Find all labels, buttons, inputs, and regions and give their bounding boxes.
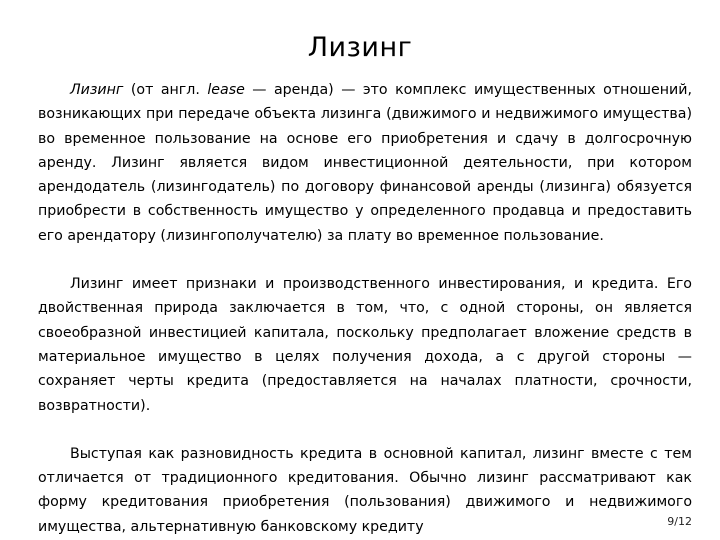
term-leasing: Лизинг <box>70 82 124 98</box>
slide-body <box>38 78 692 539</box>
paragraph-spacer <box>38 248 692 272</box>
term-lease-en: lease <box>207 82 245 98</box>
paragraph-definition <box>38 78 692 248</box>
paragraph-definition-part1: (от англ. <box>123 82 208 98</box>
page-number: 9/12 <box>667 515 692 528</box>
paragraph-definition-part2: — аренда) — это комплекс имущественных отношений, возникающих при передаче объекта лизинга (движимого и недвижимого имущества) во временное пользование на основе его приобретения и сдачу в долгосрочную аренду. Лизинг является видом инвестиционной деятельности, при котором арендодатель (лизингодатель) по договору финансовой аренды (лизинга) обязуется приобрести в собственность имущество у определенного продавца и предоставить его арендатору (лизингополучателю) за плату во временное пользование. <box>38 82 692 244</box>
paragraph-credit-comparison: Выступая как разновидность кредита в основной капитал, лизинг вместе с тем отличается от традиционного кредитования. Обычно лизинг рассматривают как форму кредитования приобретения (пользования) движимого и недвижимого имущества, альтернативную банковскому кредиту <box>38 445 692 535</box>
slide-title: Лизинг <box>307 32 413 63</box>
paragraph-spacer <box>38 418 692 442</box>
paragraph-dual-nature: Лизинг имеет признаки и производственного инвестирования, и кредита. Его двойственная природа заключается в том, что, с одной стороны, он является своеобразной инвестицией капитала, поскольку предполагает вложение средств в материальное имущество в целях получения дохода, а с другой стороны — сохраняет черты кредита (предоставляется на началах платности, срочности, возвратности). <box>38 276 692 414</box>
